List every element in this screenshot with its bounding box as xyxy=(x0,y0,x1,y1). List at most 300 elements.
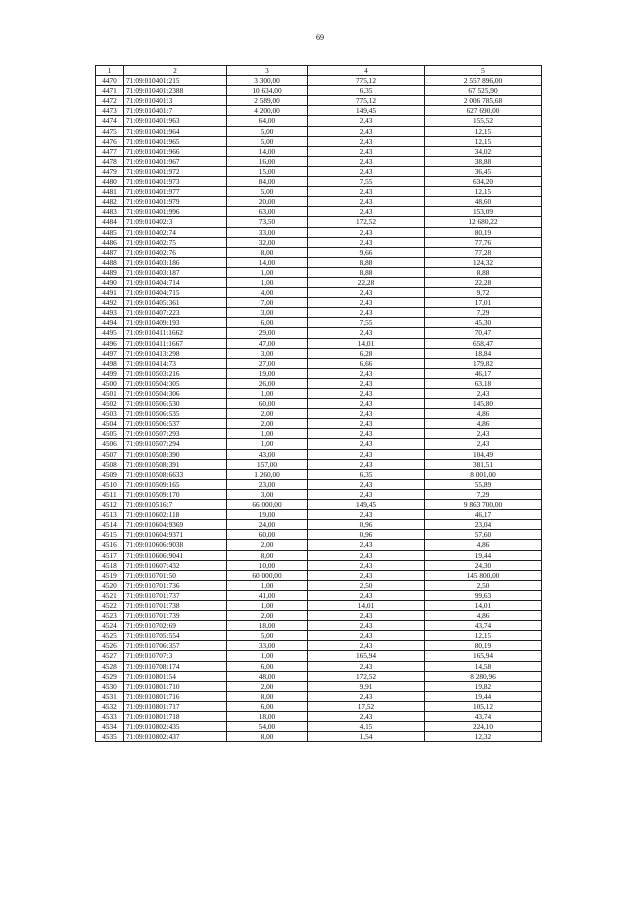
table-row xyxy=(96,419,542,429)
area-cell: 5,00 xyxy=(227,126,308,136)
row-number-cell: 4503 xyxy=(96,409,124,419)
amount-cell: 658,47 xyxy=(425,338,542,348)
amount-cell: 145,80 xyxy=(425,399,542,409)
amount-cell: 19,44 xyxy=(425,691,542,701)
row-number-cell: 4534 xyxy=(96,722,124,732)
rate-cell: 22,28 xyxy=(308,277,425,287)
row-number-cell: 4519 xyxy=(96,570,124,580)
row-number-cell: 4531 xyxy=(96,691,124,701)
amount-cell: 2 006 785,68 xyxy=(425,96,542,106)
row-number-cell: 4524 xyxy=(96,621,124,631)
row-number-cell: 4526 xyxy=(96,641,124,651)
cadastral-number-cell: 71:09:010401:965 xyxy=(124,136,227,146)
amount-cell: 9 863 700,00 xyxy=(425,500,542,510)
column-header-2: 2 xyxy=(124,66,227,76)
rate-cell: 2,43 xyxy=(308,409,425,419)
rate-cell: 2,43 xyxy=(308,389,425,399)
amount-cell: 45,30 xyxy=(425,318,542,328)
area-cell: 18,00 xyxy=(227,621,308,631)
cadastral-number-cell: 71:09:010706:357 xyxy=(124,641,227,651)
cadastral-number-cell: 71:09:010508:6633 xyxy=(124,469,227,479)
amount-cell: 9,72 xyxy=(425,288,542,298)
amount-cell: 7,29 xyxy=(425,489,542,499)
cadastral-number-cell: 71:09:010506:535 xyxy=(124,409,227,419)
cadastral-number-cell: 71:09:010402:3 xyxy=(124,217,227,227)
rate-cell: 2,50 xyxy=(308,580,425,590)
cadastral-number-cell: 71:09:010401:972 xyxy=(124,166,227,176)
area-cell: 1,00 xyxy=(227,651,308,661)
cadastral-number-cell: 71:09:010403:186 xyxy=(124,257,227,267)
amount-cell: 18,84 xyxy=(425,348,542,358)
table-row xyxy=(96,298,542,308)
amount-cell: 2 557 896,00 xyxy=(425,76,542,86)
area-cell: 54,00 xyxy=(227,722,308,732)
rate-cell: 2,43 xyxy=(308,540,425,550)
cadastral-number-cell: 71:09:010701:737 xyxy=(124,590,227,600)
table-row xyxy=(96,156,542,166)
row-number-cell: 4533 xyxy=(96,712,124,722)
data-table xyxy=(95,65,542,742)
row-number-cell: 4525 xyxy=(96,631,124,641)
amount-cell: 23,04 xyxy=(425,520,542,530)
amount-cell: 14,01 xyxy=(425,600,542,610)
table-row xyxy=(96,237,542,247)
area-cell: 8,00 xyxy=(227,691,308,701)
table-body xyxy=(96,76,542,742)
area-cell: 33,00 xyxy=(227,641,308,651)
row-number-cell: 4504 xyxy=(96,419,124,429)
cadastral-number-cell: 71:09:010401:967 xyxy=(124,156,227,166)
amount-cell: 165,94 xyxy=(425,651,542,661)
amount-cell: 77,28 xyxy=(425,247,542,257)
table-row xyxy=(96,449,542,459)
cadastral-number-cell: 71:09:010402:75 xyxy=(124,237,227,247)
amount-cell: 55,89 xyxy=(425,479,542,489)
row-number-cell: 4487 xyxy=(96,247,124,257)
amount-cell: 24,30 xyxy=(425,560,542,570)
table-row xyxy=(96,520,542,530)
rate-cell: 2,43 xyxy=(308,197,425,207)
row-number-cell: 4522 xyxy=(96,600,124,610)
row-number-cell: 4535 xyxy=(96,732,124,742)
table-row xyxy=(96,136,542,146)
area-cell: 5,00 xyxy=(227,187,308,197)
table-row xyxy=(96,106,542,116)
area-cell: 1,00 xyxy=(227,389,308,399)
table-row xyxy=(96,712,542,722)
rate-cell: 2,43 xyxy=(308,611,425,621)
area-cell: 29,00 xyxy=(227,328,308,338)
cadastral-number-cell: 71:09:010401:973 xyxy=(124,177,227,187)
area-cell: 3 300,00 xyxy=(227,76,308,86)
amount-cell: 8,88 xyxy=(425,267,542,277)
rate-cell: 2,43 xyxy=(308,429,425,439)
rate-cell: 2,43 xyxy=(308,712,425,722)
rate-cell: 17,52 xyxy=(308,701,425,711)
row-number-cell: 4486 xyxy=(96,237,124,247)
row-number-cell: 4481 xyxy=(96,187,124,197)
amount-cell: 2,43 xyxy=(425,389,542,399)
amount-cell: 145 800,00 xyxy=(425,570,542,580)
rate-cell: 2,43 xyxy=(308,146,425,156)
cadastral-number-cell: 71:09:010701:738 xyxy=(124,600,227,610)
area-cell: 2 589,00 xyxy=(227,96,308,106)
area-cell: 16,00 xyxy=(227,156,308,166)
rate-cell: 2,43 xyxy=(308,237,425,247)
amount-cell: 57,60 xyxy=(425,530,542,540)
rate-cell: 2,43 xyxy=(308,126,425,136)
cadastral-number-cell: 71:09:010405:361 xyxy=(124,298,227,308)
amount-cell: 80,19 xyxy=(425,641,542,651)
cadastral-number-cell: 71:09:010401:2388 xyxy=(124,86,227,96)
rate-cell: 6,66 xyxy=(308,358,425,368)
table-row xyxy=(96,500,542,510)
rate-cell: 2,43 xyxy=(308,631,425,641)
area-cell: 2,00 xyxy=(227,419,308,429)
cadastral-number-cell: 71:09:010414:73 xyxy=(124,358,227,368)
cadastral-number-cell: 71:09:010509:165 xyxy=(124,479,227,489)
row-number-cell: 4493 xyxy=(96,308,124,318)
table-row xyxy=(96,590,542,600)
area-cell: 47,00 xyxy=(227,338,308,348)
area-cell: 14,00 xyxy=(227,257,308,267)
rate-cell: 2,43 xyxy=(308,479,425,489)
table-row xyxy=(96,389,542,399)
rate-cell: 6,35 xyxy=(308,86,425,96)
table-row xyxy=(96,399,542,409)
rate-cell: 2,43 xyxy=(308,621,425,631)
row-number-cell: 4491 xyxy=(96,288,124,298)
row-number-cell: 4499 xyxy=(96,368,124,378)
cadastral-number-cell: 71:09:010607:432 xyxy=(124,560,227,570)
row-number-cell: 4502 xyxy=(96,399,124,409)
cadastral-number-cell: 71:09:010411:1662 xyxy=(124,328,227,338)
row-number-cell: 4478 xyxy=(96,156,124,166)
row-number-cell: 4510 xyxy=(96,479,124,489)
row-number-cell: 4473 xyxy=(96,106,124,116)
rate-cell: 2,43 xyxy=(308,691,425,701)
header-row xyxy=(96,66,542,76)
rate-cell: 2,43 xyxy=(308,449,425,459)
row-number-cell: 4496 xyxy=(96,338,124,348)
cadastral-number-cell: 71:09:010516:7 xyxy=(124,500,227,510)
table-row xyxy=(96,560,542,570)
row-number-cell: 4495 xyxy=(96,328,124,338)
row-number-cell: 4518 xyxy=(96,560,124,570)
table-row xyxy=(96,338,542,348)
amount-cell: 77,76 xyxy=(425,237,542,247)
cadastral-number-cell: 71:09:010802:437 xyxy=(124,732,227,742)
cadastral-number-cell: 71:09:010401:963 xyxy=(124,116,227,126)
table-row xyxy=(96,479,542,489)
cadastral-number-cell: 71:09:010403:187 xyxy=(124,267,227,277)
cadastral-number-cell: 71:09:010708:174 xyxy=(124,661,227,671)
row-number-cell: 4488 xyxy=(96,257,124,267)
row-number-cell: 4523 xyxy=(96,611,124,621)
rate-cell: 2,43 xyxy=(308,459,425,469)
rate-cell: 2,43 xyxy=(308,156,425,166)
table-row xyxy=(96,187,542,197)
rate-cell: 6,35 xyxy=(308,469,425,479)
rate-cell: 2,43 xyxy=(308,187,425,197)
table-row xyxy=(96,611,542,621)
amount-cell: 12 680,22 xyxy=(425,217,542,227)
area-cell: 8,00 xyxy=(227,550,308,560)
row-number-cell: 4511 xyxy=(96,489,124,499)
area-cell: 157,00 xyxy=(227,459,308,469)
rate-cell: 8,88 xyxy=(308,257,425,267)
row-number-cell: 4520 xyxy=(96,580,124,590)
area-cell: 1,00 xyxy=(227,439,308,449)
table-row xyxy=(96,358,542,368)
row-number-cell: 4517 xyxy=(96,550,124,560)
rate-cell: 2,43 xyxy=(308,308,425,318)
area-cell: 2,00 xyxy=(227,611,308,621)
amount-cell: 2,50 xyxy=(425,580,542,590)
area-cell: 14,00 xyxy=(227,146,308,156)
table-row xyxy=(96,469,542,479)
area-cell: 10,00 xyxy=(227,560,308,570)
cadastral-number-cell: 71:09:010401:215 xyxy=(124,76,227,86)
rate-cell: 14,01 xyxy=(308,600,425,610)
table-row xyxy=(96,641,542,651)
area-cell: 4 200,00 xyxy=(227,106,308,116)
area-cell: 60,00 xyxy=(227,530,308,540)
amount-cell: 105,12 xyxy=(425,701,542,711)
area-cell: 3,00 xyxy=(227,348,308,358)
amount-cell: 12,15 xyxy=(425,631,542,641)
rate-cell: 172,52 xyxy=(308,671,425,681)
rate-cell: 8,88 xyxy=(308,267,425,277)
table-row xyxy=(96,207,542,217)
area-cell: 33,00 xyxy=(227,227,308,237)
table-row xyxy=(96,247,542,257)
row-number-cell: 4474 xyxy=(96,116,124,126)
amount-cell: 179,82 xyxy=(425,358,542,368)
row-number-cell: 4527 xyxy=(96,651,124,661)
rate-cell: 9,66 xyxy=(308,247,425,257)
area-cell: 1,00 xyxy=(227,267,308,277)
table-row xyxy=(96,96,542,106)
row-number-cell: 4472 xyxy=(96,96,124,106)
table-row xyxy=(96,227,542,237)
rate-cell: 6,28 xyxy=(308,348,425,358)
row-number-cell: 4514 xyxy=(96,520,124,530)
cadastral-number-cell: 71:09:010413:298 xyxy=(124,348,227,358)
cadastral-number-cell: 71:09:010402:76 xyxy=(124,247,227,257)
cadastral-number-cell: 71:09:010503:216 xyxy=(124,368,227,378)
area-cell: 1,00 xyxy=(227,600,308,610)
rate-cell: 2,43 xyxy=(308,570,425,580)
area-cell: 2,00 xyxy=(227,681,308,691)
cadastral-number-cell: 71:09:010506:530 xyxy=(124,399,227,409)
amount-cell: 8 001,00 xyxy=(425,469,542,479)
cadastral-number-cell: 71:09:010504:306 xyxy=(124,389,227,399)
row-number-cell: 4489 xyxy=(96,267,124,277)
amount-cell: 12,32 xyxy=(425,732,542,742)
row-number-cell: 4483 xyxy=(96,207,124,217)
table-row xyxy=(96,661,542,671)
rate-cell: 2,43 xyxy=(308,661,425,671)
cadastral-number-cell: 71:09:010606:9038 xyxy=(124,540,227,550)
row-number-cell: 4501 xyxy=(96,389,124,399)
cadastral-number-cell: 71:09:010407:223 xyxy=(124,308,227,318)
rate-cell: 2,43 xyxy=(308,116,425,126)
area-cell: 10 634,00 xyxy=(227,86,308,96)
cadastral-number-cell: 71:09:010411:1667 xyxy=(124,338,227,348)
area-cell: 8,00 xyxy=(227,247,308,257)
area-cell: 84,00 xyxy=(227,177,308,187)
amount-cell: 2,43 xyxy=(425,439,542,449)
amount-cell: 38,88 xyxy=(425,156,542,166)
page-number: 69 xyxy=(316,33,324,42)
area-cell: 1 260,00 xyxy=(227,469,308,479)
area-cell: 64,00 xyxy=(227,116,308,126)
amount-cell: 12,15 xyxy=(425,187,542,197)
table-row xyxy=(96,146,542,156)
rate-cell: 2,43 xyxy=(308,207,425,217)
area-cell: 60,00 xyxy=(227,399,308,409)
rate-cell: 775,12 xyxy=(308,76,425,86)
area-cell: 73,50 xyxy=(227,217,308,227)
table-row xyxy=(96,328,542,338)
amount-cell: 7,29 xyxy=(425,308,542,318)
cadastral-number-cell: 71:09:010401:3 xyxy=(124,96,227,106)
cadastral-number-cell: 71:09:010604:9369 xyxy=(124,520,227,530)
row-number-cell: 4476 xyxy=(96,136,124,146)
cadastral-number-cell: 71:09:010506:537 xyxy=(124,419,227,429)
row-number-cell: 4475 xyxy=(96,126,124,136)
area-cell: 7,00 xyxy=(227,298,308,308)
area-cell: 32,00 xyxy=(227,237,308,247)
amount-cell: 43,74 xyxy=(425,712,542,722)
amount-cell: 67 525,90 xyxy=(425,86,542,96)
cadastral-number-cell: 71:09:010509:170 xyxy=(124,489,227,499)
area-cell: 48,00 xyxy=(227,671,308,681)
amount-cell: 634,20 xyxy=(425,177,542,187)
amount-cell: 19,44 xyxy=(425,550,542,560)
area-cell: 20,00 xyxy=(227,197,308,207)
cadastral-number-cell: 71:09:010401:966 xyxy=(124,146,227,156)
table-row xyxy=(96,621,542,631)
rate-cell: 165,94 xyxy=(308,651,425,661)
rate-cell: 7,55 xyxy=(308,177,425,187)
amount-cell: 22,28 xyxy=(425,277,542,287)
table-row xyxy=(96,651,542,661)
amount-cell: 4,86 xyxy=(425,611,542,621)
row-number-cell: 4492 xyxy=(96,298,124,308)
rate-cell: 0,96 xyxy=(308,530,425,540)
amount-cell: 43,74 xyxy=(425,621,542,631)
table-row xyxy=(96,126,542,136)
cadastral-number-cell: 71:09:010401:979 xyxy=(124,197,227,207)
row-number-cell: 4507 xyxy=(96,449,124,459)
amount-cell: 4,86 xyxy=(425,419,542,429)
table-row xyxy=(96,217,542,227)
column-header-5: 5 xyxy=(425,66,542,76)
cadastral-number-cell: 71:09:010507:294 xyxy=(124,439,227,449)
cadastral-number-cell: 71:09:010604:9371 xyxy=(124,530,227,540)
rate-cell: 2,43 xyxy=(308,590,425,600)
area-cell: 23,00 xyxy=(227,479,308,489)
area-cell: 8,00 xyxy=(227,732,308,742)
area-cell: 2,00 xyxy=(227,409,308,419)
column-header-1: 1 xyxy=(96,66,124,76)
table-row xyxy=(96,277,542,287)
row-number-cell: 4509 xyxy=(96,469,124,479)
cadastral-number-cell: 71:09:010802:435 xyxy=(124,722,227,732)
row-number-cell: 4505 xyxy=(96,429,124,439)
cadastral-number-cell: 71:09:010404:714 xyxy=(124,277,227,287)
row-number-cell: 4508 xyxy=(96,459,124,469)
cadastral-number-cell: 71:09:010504:305 xyxy=(124,378,227,388)
cadastral-number-cell: 71:09:010606:9041 xyxy=(124,550,227,560)
cadastral-number-cell: 71:09:010507:293 xyxy=(124,429,227,439)
rate-cell: 149,45 xyxy=(308,106,425,116)
row-number-cell: 4482 xyxy=(96,197,124,207)
cadastral-number-cell: 71:09:010702:69 xyxy=(124,621,227,631)
amount-cell: 99,63 xyxy=(425,590,542,600)
table-row xyxy=(96,530,542,540)
rate-cell: 2,43 xyxy=(308,227,425,237)
area-cell: 41,00 xyxy=(227,590,308,600)
row-number-cell: 4479 xyxy=(96,166,124,176)
table-row xyxy=(96,378,542,388)
amount-cell: 4,86 xyxy=(425,409,542,419)
rate-cell: 7,55 xyxy=(308,318,425,328)
rate-cell: 2,43 xyxy=(308,288,425,298)
rate-cell: 0,96 xyxy=(308,520,425,530)
row-number-cell: 4480 xyxy=(96,177,124,187)
cadastral-number-cell: 71:09:010401:7 xyxy=(124,106,227,116)
area-cell: 4,00 xyxy=(227,288,308,298)
area-cell: 5,00 xyxy=(227,631,308,641)
table-row xyxy=(96,288,542,298)
rate-cell: 172,52 xyxy=(308,217,425,227)
table-row xyxy=(96,177,542,187)
cadastral-number-cell: 71:09:010707:3 xyxy=(124,651,227,661)
row-number-cell: 4494 xyxy=(96,318,124,328)
cadastral-number-cell: 71:09:010404:715 xyxy=(124,288,227,298)
rate-cell: 2,43 xyxy=(308,136,425,146)
rate-cell: 2,43 xyxy=(308,560,425,570)
table-row xyxy=(96,489,542,499)
cadastral-number-cell: 71:09:010401:964 xyxy=(124,126,227,136)
cadastral-number-cell: 71:09:010402:74 xyxy=(124,227,227,237)
area-cell: 6,00 xyxy=(227,661,308,671)
row-number-cell: 4506 xyxy=(96,439,124,449)
cadastral-number-cell: 71:09:010801:718 xyxy=(124,712,227,722)
table-row xyxy=(96,318,542,328)
amount-cell: 2,43 xyxy=(425,429,542,439)
row-number-cell: 4471 xyxy=(96,86,124,96)
table-row xyxy=(96,510,542,520)
area-cell: 1,00 xyxy=(227,277,308,287)
column-header-4: 4 xyxy=(308,66,425,76)
amount-cell: 70,47 xyxy=(425,328,542,338)
table-row xyxy=(96,580,542,590)
cadastral-number-cell: 71:09:010705:554 xyxy=(124,631,227,641)
amount-cell: 155,52 xyxy=(425,116,542,126)
area-cell: 43,00 xyxy=(227,449,308,459)
cadastral-number-cell: 71:09:010401:977 xyxy=(124,187,227,197)
table-row xyxy=(96,429,542,439)
table-row xyxy=(96,86,542,96)
rate-cell: 4,15 xyxy=(308,722,425,732)
area-cell: 19,00 xyxy=(227,368,308,378)
rate-cell: 2,43 xyxy=(308,298,425,308)
cadastral-number-cell: 71:09:010801:710 xyxy=(124,681,227,691)
